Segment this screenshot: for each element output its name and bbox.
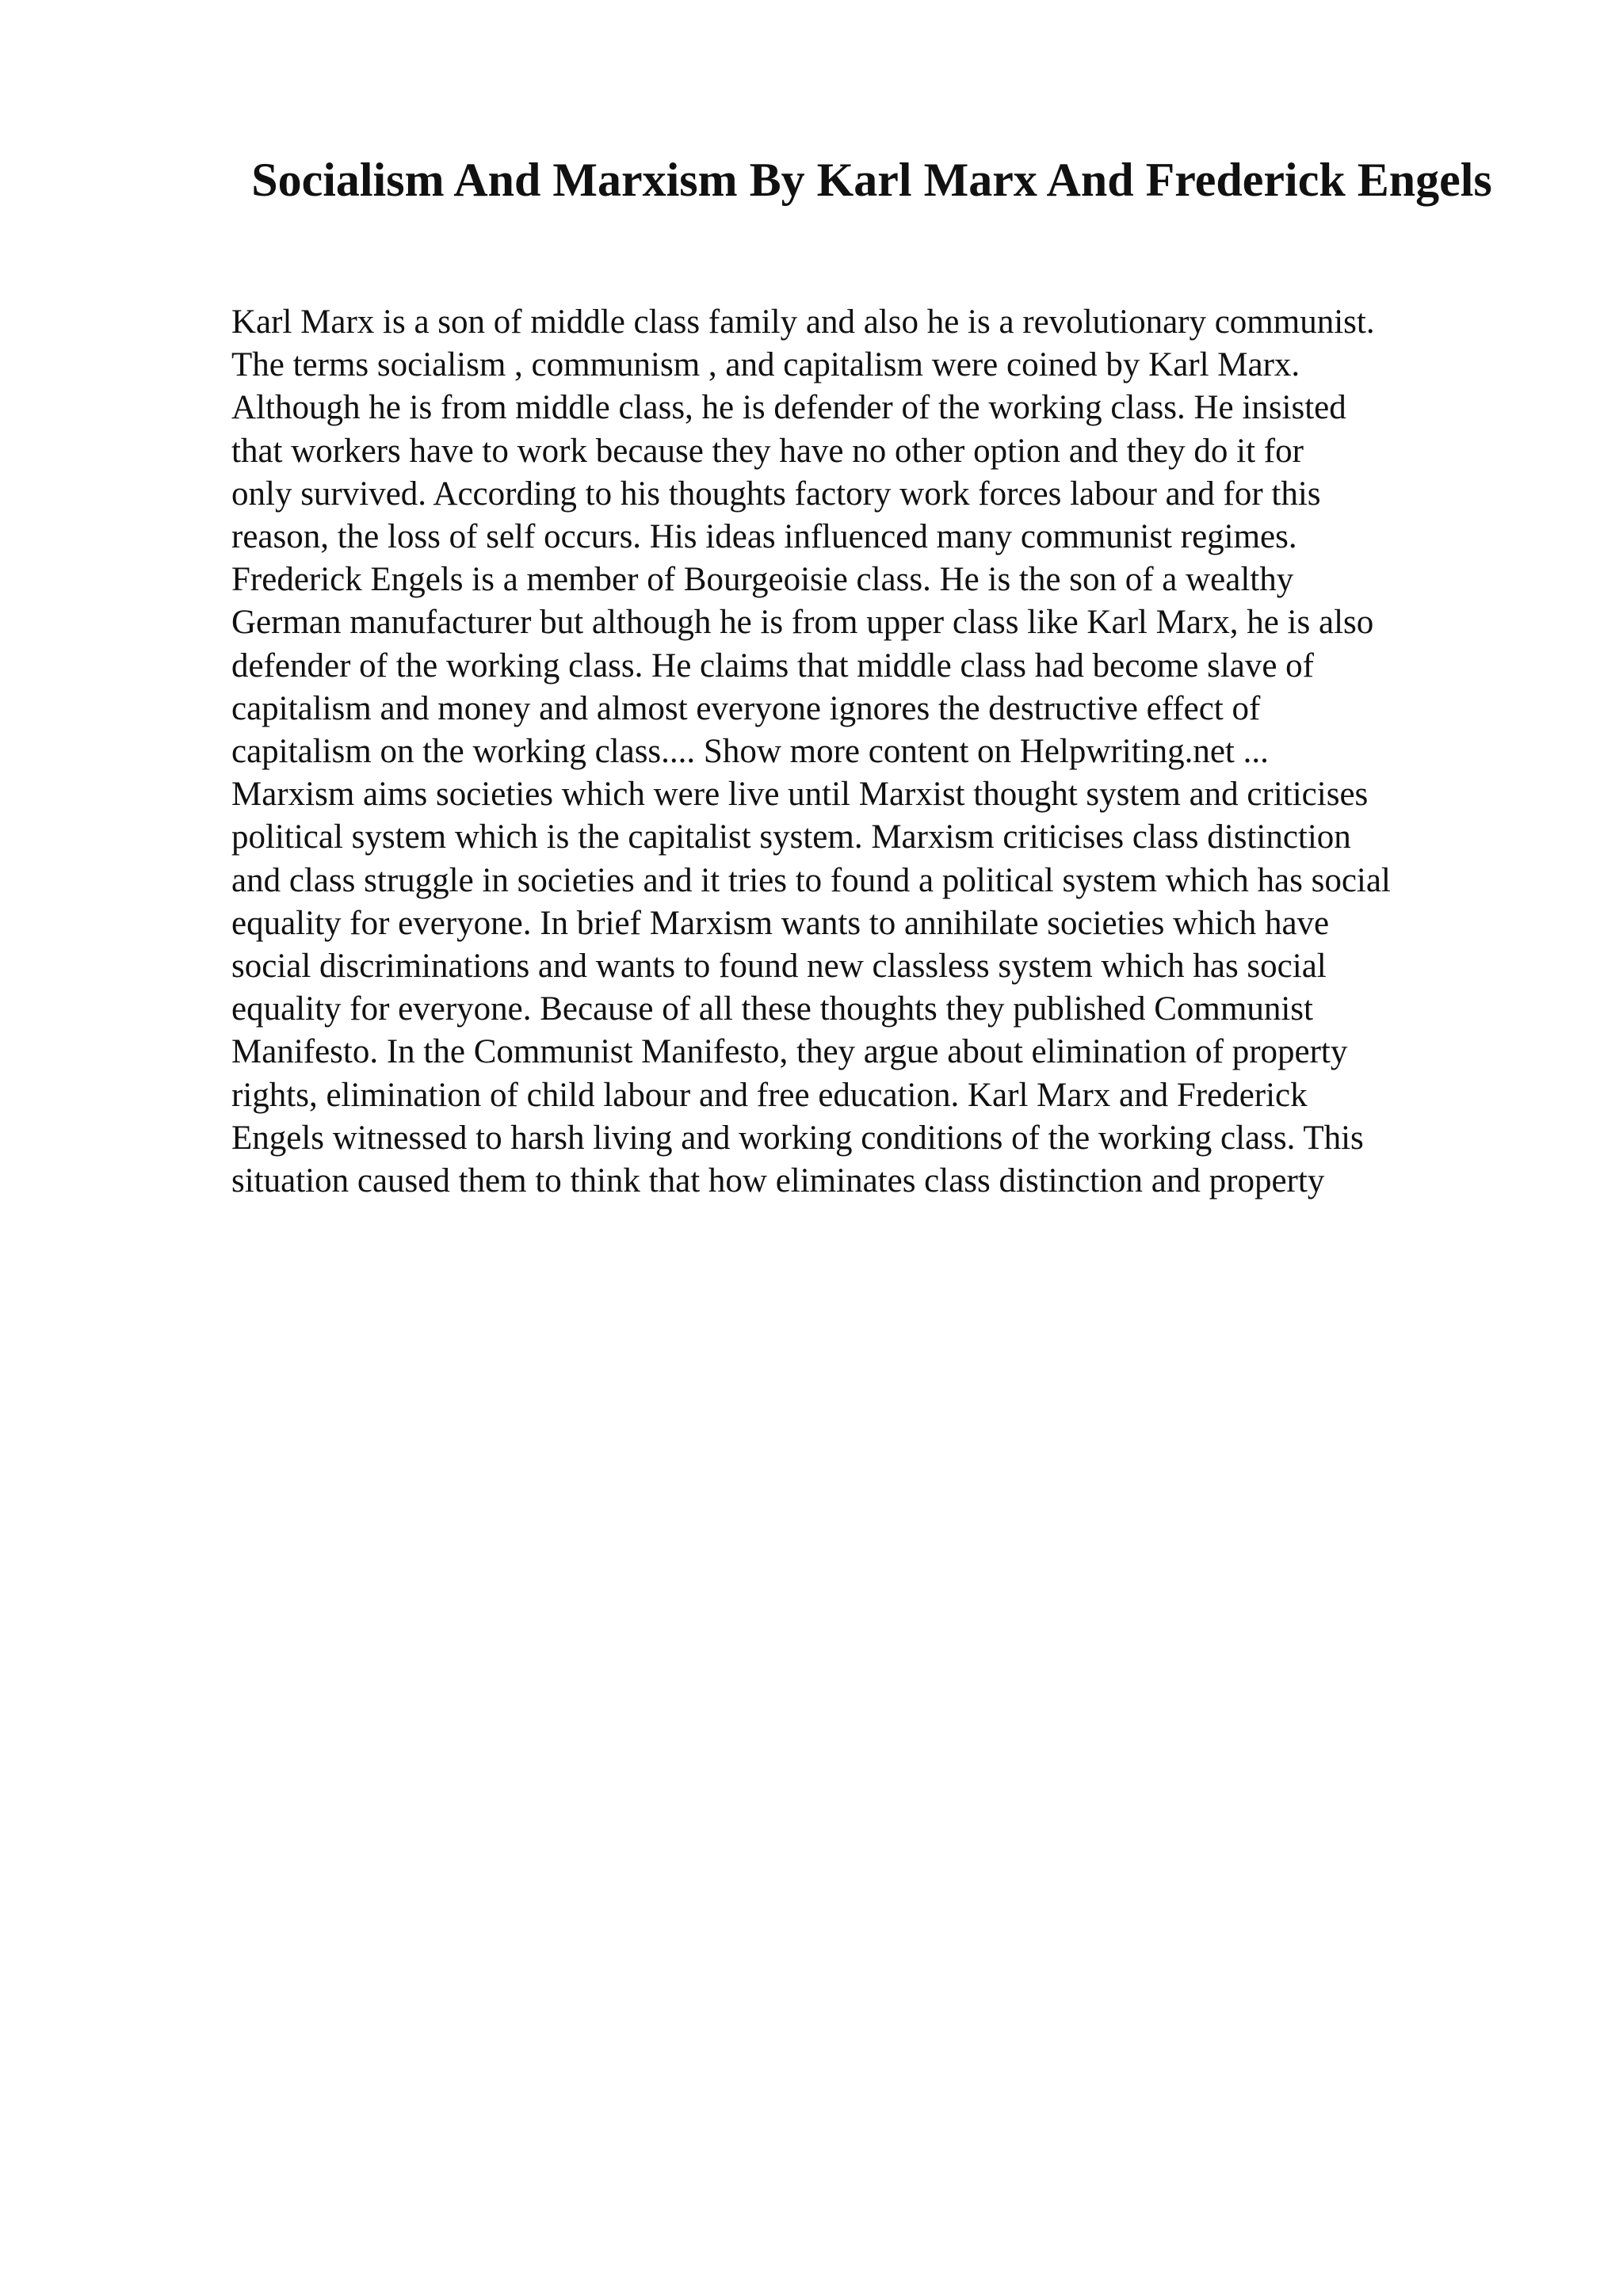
body-text-line: that workers have to work because they have no other option and they do it for	[231, 432, 1304, 470]
body-text-line: and class struggle in societies and it tries to found a political system which has social	[231, 861, 1391, 899]
body-text-line: Although he is from middle class, he is defender of the working class. He insisted	[231, 389, 1346, 427]
body-text-line: defender of the working class. He claims that middle class had become slave of	[231, 646, 1314, 685]
document-body	[231, 301, 1499, 1203]
body-text-line: political system which is the capitalist system. Marxism criticises class distinction	[231, 818, 1351, 856]
body-text-line: capitalism and money and almost everyone ignores the destructive effect of	[231, 689, 1261, 727]
body-text-line: equality for everyone. Because of all these thoughts they published Communist	[231, 990, 1313, 1028]
body-text-line: The terms socialism , communism , and capitalism were coined by Karl Marx.	[231, 346, 1300, 384]
body-text-line: Engels witnessed to harsh living and working conditions of the working class. This	[231, 1119, 1364, 1157]
body-text-line: situation caused them to think that how eliminates class distinction and property	[231, 1162, 1325, 1200]
body-text-line: Karl Marx is a son of middle class family and also he is a revolutionary communist.	[231, 303, 1375, 341]
body-text-line: rights, elimination of child labour and free education. Karl Marx and Frederick	[231, 1076, 1308, 1114]
body-text-line: capitalism on the working class.... Show more content on Helpwriting.net ...	[231, 733, 1269, 771]
body-text-line: social discriminations and wants to found new classless system which has social	[231, 948, 1327, 986]
body-text-line: Frederick Engels is a member of Bourgeoisie class. He is the son of a wealthy	[231, 561, 1294, 599]
body-text-line: Manifesto. In the Communist Manifesto, they argue about elimination of property	[231, 1033, 1348, 1071]
document-title: Socialism And Marxism By Karl Marx And Frederick Engels	[251, 154, 1492, 206]
body-text-line: Marxism aims societies which were live until Marxist thought system and criticises	[231, 776, 1369, 814]
body-text-line: reason, the loss of self occurs. His ideas influenced many communist regimes.	[231, 518, 1297, 556]
body-text-line: only survived. According to his thoughts factory work forces labour and for this	[231, 475, 1321, 513]
body-text-line: German manufacturer but although he is from upper class like Karl Marx, he is also	[231, 604, 1374, 642]
body-text-line: equality for everyone. In brief Marxism wants to annihilate societies which have	[231, 904, 1330, 942]
